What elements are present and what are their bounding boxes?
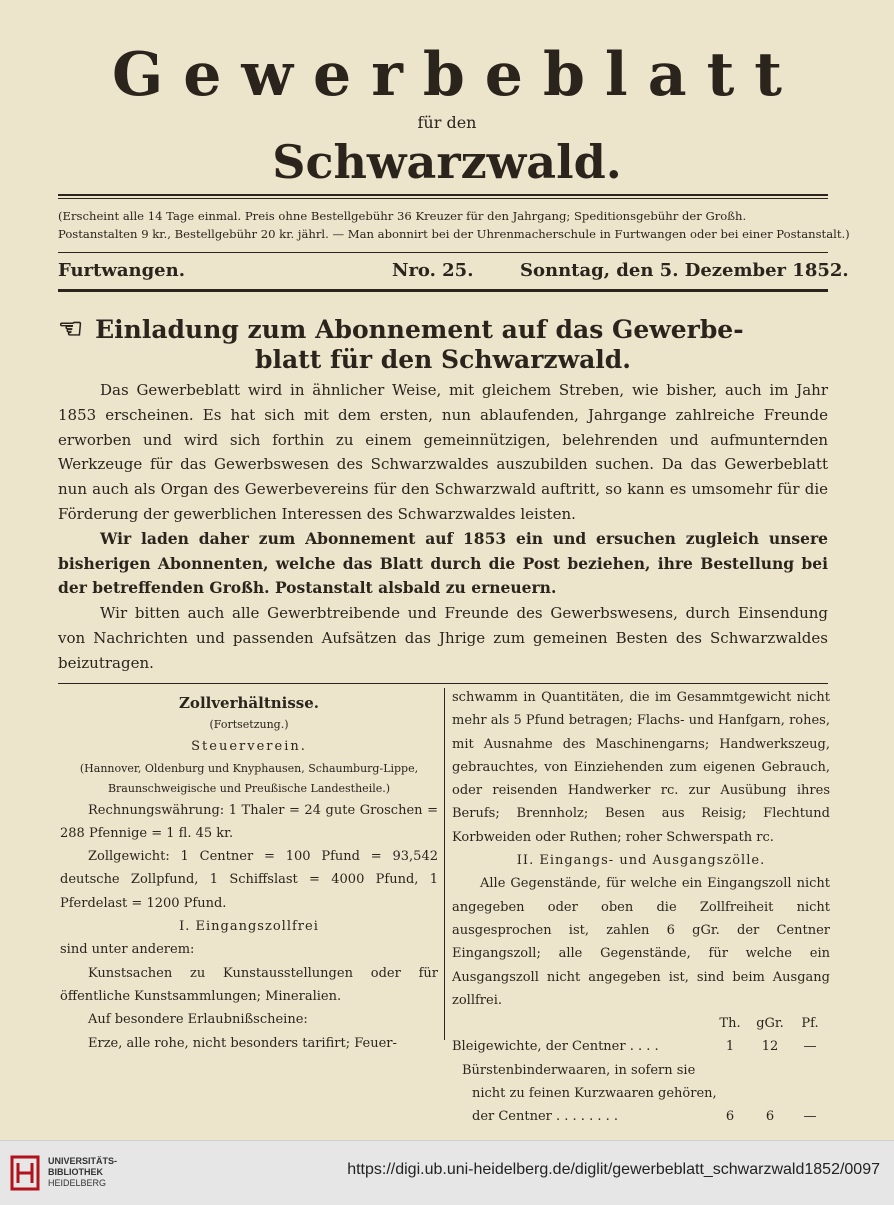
article-heading (58, 314, 828, 375)
article-paragraph-3: Wir bitten auch alle Gewerbtreibende und Freunde des Gewerbswesens, durch Einsendung von Nachrichten und passenden Aufsätzen das Jhrige zum gemeinen Besten des Schwarzwaldes beizutragen. (58, 604, 828, 672)
masthead-subtitle: Schwarzwald. (272, 135, 622, 189)
unit-pfennig: Pf. (801, 1016, 819, 1032)
tariff-heading: Zollverhältnisse. (178, 694, 320, 712)
tariff-value: 12 (761, 1039, 779, 1055)
tariff-item-label: Bleigewichte, der Centner . . . . (452, 1039, 659, 1055)
table-row (452, 1059, 830, 1082)
dateline-rule-bottom (58, 289, 828, 292)
tariff-item-label: nicht zu feinen Kurzwaaren gehören, (472, 1086, 717, 1102)
masthead-fuer-den: für den (417, 113, 477, 132)
import-ores: Erze, alle rohe, nicht besonders tarifirt; Feuer- (88, 1035, 397, 1051)
document-url[interactable]: https://digi.ub.uni-heidelberg.de/diglit/gewerbeblatt_schwarzwald1852/0097 (347, 1161, 880, 1178)
section-import-export-duties: II. Eingangs- und Ausgangszölle. (516, 853, 766, 869)
unit-thaler: Th. (719, 1016, 741, 1032)
masthead-title: Gewerbeblatt (111, 40, 803, 110)
tariff-item-label: Bürstenbinderwaaren, in sofern sie (462, 1062, 696, 1078)
tariff-value: 1 (725, 1039, 735, 1055)
masthead-rule (58, 194, 828, 196)
tariff-value: 6 (725, 1109, 735, 1125)
table-row (452, 1035, 830, 1058)
subscription-notice-line1: (Erscheint alle 14 Tage einmal. Preis ohne Bestellgebühr 36 Kreuzer für den Jahrgang; Speditionsgebühr der Großh. (58, 209, 747, 223)
tariff-value: 6 (765, 1109, 775, 1125)
article-paragraph-2: Wir laden daher zum Abonnement auf 1853 ein und ersuchen zugleich unsere bisherigen Abonnenten, welche das Blatt durch die Post beziehen, ihre Bestellung bei der betreffenden Großh. Postanstalt alsbald zu erneuern. (58, 528, 828, 598)
import-free-items: Kunstsachen zu Kunstausstellungen oder für öffentliche Kunstsammlungen; Mineralien. (60, 965, 438, 1004)
section-import-free: I. Eingangszollfrei (179, 919, 319, 935)
article-paragraph-1: Das Gewerbeblatt wird in ähnlicher Weise, mit gleichem Streben, wie bisher, auch im Jahr 1853 erscheinen. Es hat sich mit dem ersten, nun ablaufenden, Jahrgange zahlreiche Freunde erworben und wird sich forthin zu einem gemeinnützigen, belehrenden und aufmunternden Werkzeuge für das Gewerbswesen des Schwarzwaldes auszubilden suchen. Da das Gewerbeblatt nun auch als Organ des Gewerbevereins für den Schwarzwald auftritt, so kann es umsomehr für die Förderung der gewerblichen Interessen des Schwarzwaldes leisten. (58, 381, 828, 523)
article-heading-line1: Einladung zum Abonnement auf das Gewerbe- (95, 315, 744, 344)
table-row (452, 1082, 830, 1105)
import-free-intro: sind unter anderem: (60, 942, 195, 958)
library-name-line2: BIBLIOTHEK (48, 1167, 103, 1177)
tariff-value: — (803, 1109, 817, 1125)
pointing-hand-icon: ☜ (58, 312, 84, 345)
tariff-members: (Hannover, Oldenburg und Knyphausen, Schaumburg-Lippe, Braunschweigische und Preußische Landestheile.) (79, 761, 419, 795)
issue-number: Nro. 25. (392, 260, 474, 281)
right-continued-paragraph: schwamm in Quantitäten, die im Gesammtgewicht nicht mehr als 5 Pfund betragen; Flachs- und Hanfgarn, rohes, mit Ausnahme des Maschinengarns; Handwerkszeug, gebrauchtes, von Einziehenden zum eigenen Gebrauch, oder reisenden Handwerker rc. zur Ausübung ihres Berufs; Brennholz; Besen aus Reisig; Flechtund Korbweiden oder Ruthen; roher Schwerspath rc. (452, 690, 830, 845)
masthead-rule-thin (58, 198, 828, 199)
dateline-rule-top (58, 252, 828, 253)
article-heading-line2: blatt für den Schwarzwald. (255, 345, 631, 374)
column-divider (444, 688, 445, 1040)
library-name-line3: HEIDELBERG (48, 1178, 107, 1188)
currency-paragraph: Rechnungswährung: 1 Thaler = 24 gute Groschen = 288 Pfennige = 1 fl. 45 kr. (60, 802, 438, 841)
issue-date: Sonntag, den 5. Dezember 1852. (520, 260, 849, 281)
library-logo-icon (10, 1153, 42, 1193)
duties-paragraph: Alle Gegenstände, für welche ein Eingangszoll nicht angegeben oder oben die Zollfreiheit nicht ausgesprochen ist, zahlen 6 gGr. der Centner Eingangszoll; alle Gegenstände, für welche ein Ausgangszoll nicht angegeben ist, sind beim Ausgang zollfrei. (452, 876, 830, 1008)
library-name (48, 1156, 117, 1189)
weight-paragraph: Zollgewicht: 1 Centner = 100 Pfund = 93,542 deutsche Zollpfund, 1 Schiffslast = 4000 Pfund, 1 Pferdelast = 1200 Pfund. (60, 849, 438, 911)
unit-groschen: gGr. (756, 1016, 784, 1032)
viewer-footer (0, 1140, 894, 1205)
tariff-value: — (803, 1039, 817, 1055)
tariff-units-row (452, 1012, 830, 1035)
article-body (58, 378, 828, 676)
library-name-line1: UNIVERSITÄTS- (48, 1156, 118, 1166)
section-rule (58, 683, 828, 684)
subscription-notice-line2: Postanstalten 9 kr., Bestellgebühr 20 kr. jährl. — Man abonnirt bei der Uhrenmacherschule in Furtwangen oder bei einer Postanstalt.) (58, 227, 850, 241)
dateline-place: Furtwangen. (58, 260, 185, 281)
tariff-item-label: der Centner . . . . . . . . (472, 1109, 618, 1125)
table-row (452, 1105, 830, 1128)
import-permits: Auf besondere Erlaubnißscheine: (88, 1012, 308, 1028)
tariff-continuation: (Fortsetzung.) (209, 718, 289, 732)
tariff-subheading: Steuerverein. (191, 739, 307, 755)
right-column (452, 686, 830, 1129)
left-column (60, 692, 438, 1055)
